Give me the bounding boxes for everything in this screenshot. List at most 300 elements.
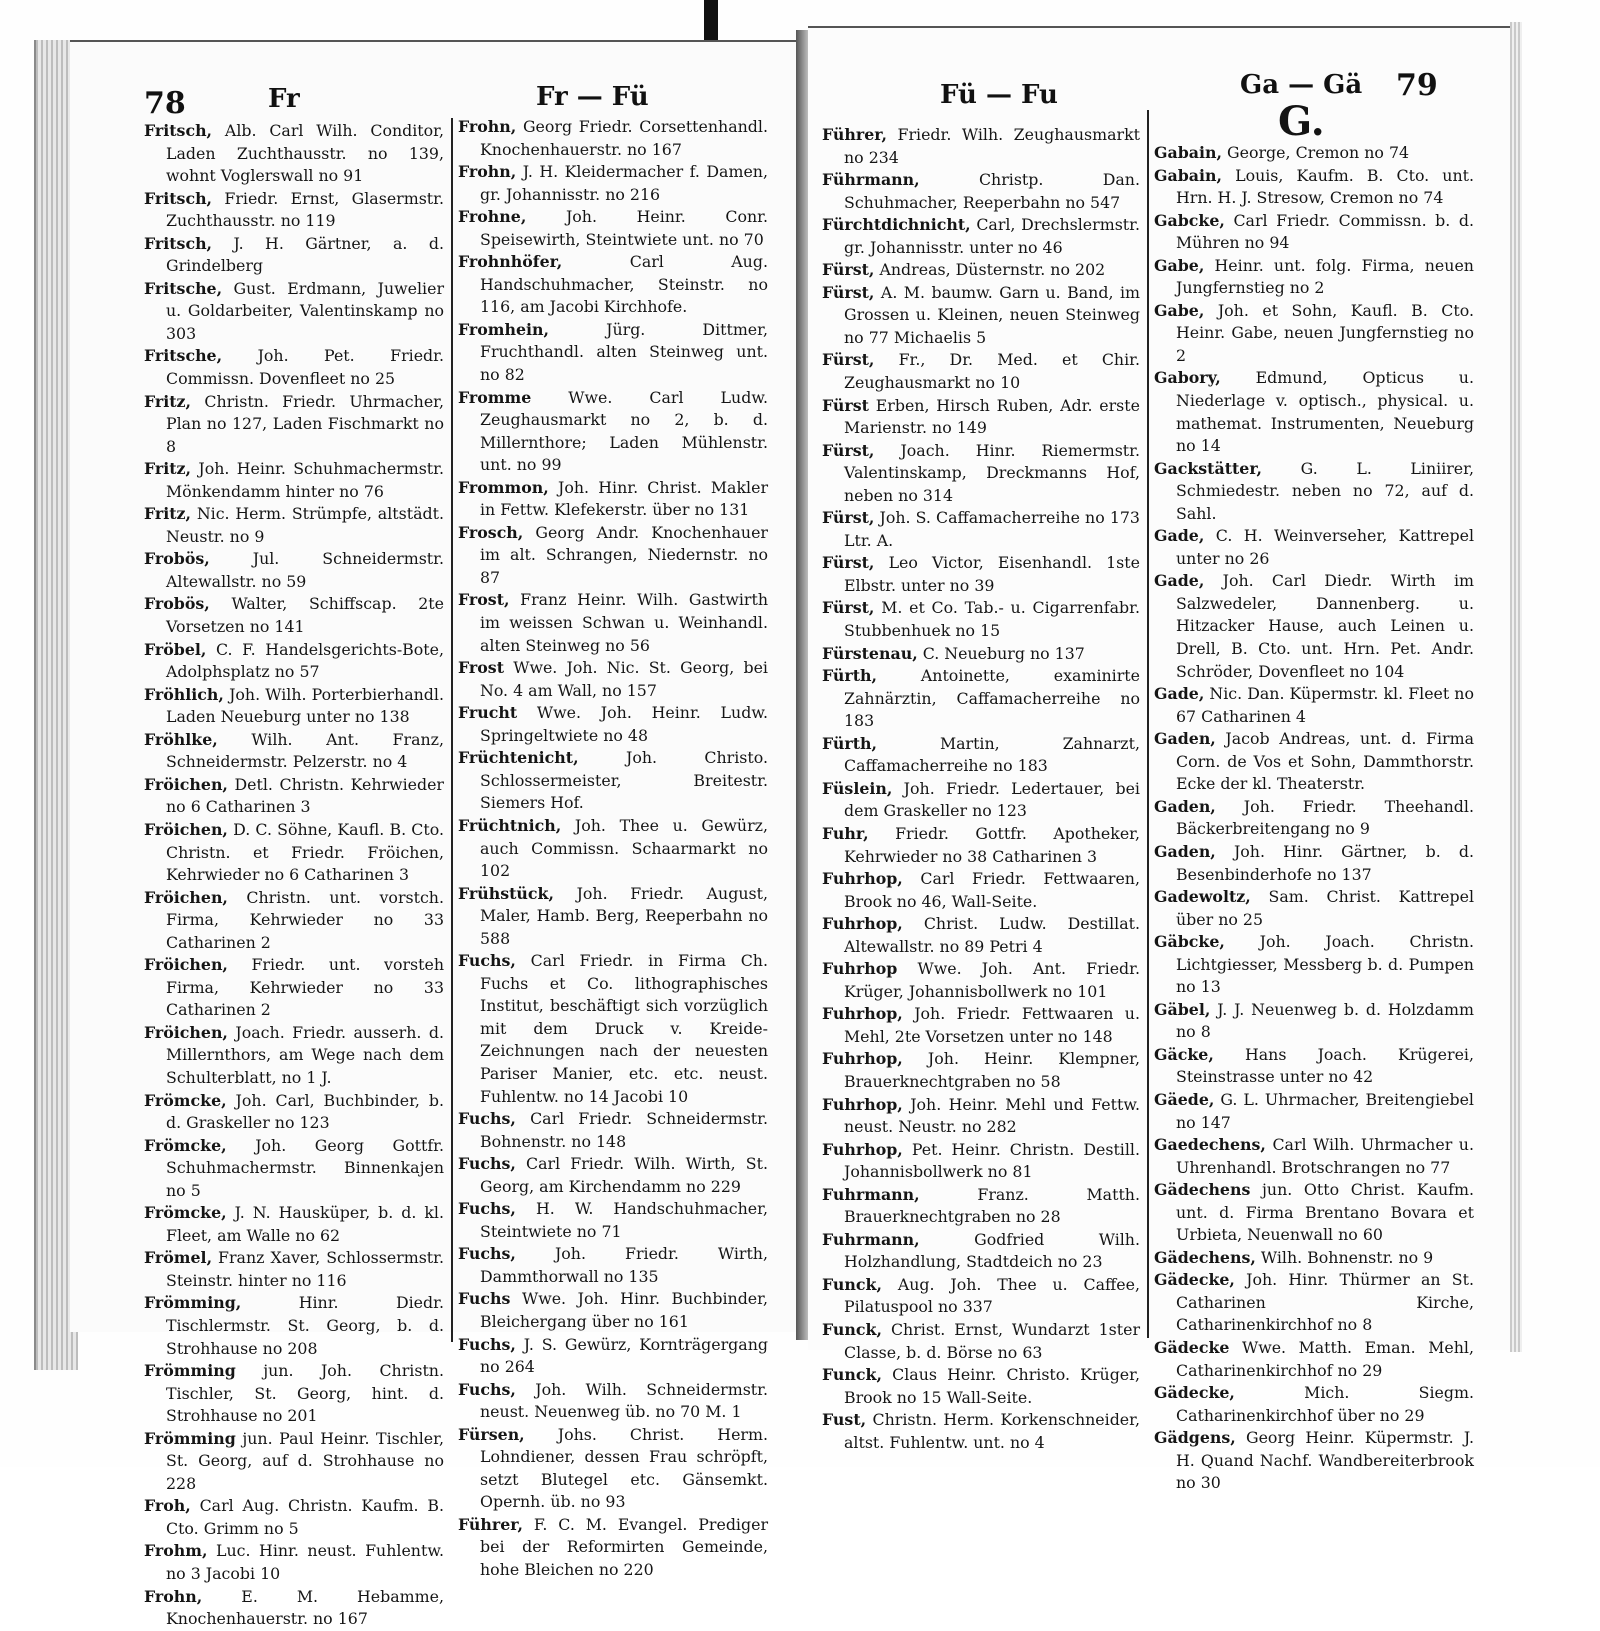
entry-details: Mich. Siegm. Catharinenkirchhof über no 29	[1176, 1383, 1474, 1425]
entry-name: Fröbel,	[144, 639, 207, 659]
entry-name: Frömming,	[144, 1293, 242, 1313]
entry-details: E. M. Hebamme, Knochenhauerstr. no 167	[166, 1586, 444, 1629]
directory-entry	[1154, 165, 1474, 210]
directory-entry	[1154, 1089, 1474, 1134]
entry-name: Gabain,	[1154, 143, 1222, 162]
directory-entry	[144, 1090, 444, 1135]
entry-name: Fuhrmann,	[822, 1229, 920, 1249]
entry-name: Fürst,	[822, 508, 875, 528]
directory-entry	[822, 349, 1140, 394]
entry-name: Fürst,	[822, 350, 875, 370]
entry-details: J. H. Kleidermacher f. Damen, gr. Johannisstr. no 216	[480, 162, 768, 204]
entry-name: Fröichen,	[144, 819, 228, 839]
entry-details: Carl Friedr. Schneidermstr. Bohnenstr. no 148	[480, 1109, 768, 1151]
entry-name: Fritz,	[144, 504, 192, 524]
entry-name: Fröichen,	[144, 1022, 228, 1042]
entry-name: Fritsche,	[144, 346, 223, 366]
entry-details: Georg Andr. Knochenhauer im alt. Schrangen, Niedernstr. no 87	[480, 522, 768, 587]
entry-details: Friedr. Wilh. Zeughausmarkt no 234	[844, 125, 1141, 167]
directory-entry	[458, 702, 768, 747]
entry-name: Fürchtdichnicht,	[822, 215, 971, 235]
directory-entry	[458, 206, 768, 251]
entry-details: Christp. Dan. Schuhmacher, Reeperbahn no 547	[844, 170, 1140, 212]
entry-details: Detl. Christn. Kehrwieder no 6 Catharinen 3	[166, 774, 444, 817]
entry-name: Früchtenicht,	[458, 748, 579, 768]
entry-details: Hans Joach. Krügerei, Steinstrasse unter no 42	[1176, 1044, 1474, 1087]
entry-details: Joh. et Sohn, Kaufl. B. Cto. Heinr. Gabe, neuen Jungfernstieg no 2	[1176, 300, 1474, 365]
entry-name: Funck,	[822, 1365, 882, 1385]
directory-entry	[144, 1292, 444, 1360]
directory-entry	[144, 278, 444, 346]
entry-name: Gaden,	[1154, 841, 1216, 861]
directory-entry	[822, 1274, 1140, 1319]
directory-entry	[1154, 1337, 1474, 1382]
column-rule	[1147, 110, 1149, 1338]
directory-entry	[822, 552, 1140, 597]
entry-details: Joh. Carl, Buchbinder, b. d. Graskeller no 123	[166, 1090, 444, 1133]
directory-entry	[1154, 525, 1474, 570]
entry-details: Joh. Wilh. Schneidermstr. neust. Neuenweg üb. no 70 M. 1	[480, 1379, 768, 1422]
entry-details: Heinr. unt. folg. Firma, neuen Jungfernstieg no 2	[1176, 255, 1474, 298]
entry-details: Joach. Friedr. ausserh. d. Millernthors, am Wege nach dem Schulterblatt, no 1 J.	[166, 1022, 444, 1087]
entry-name: Fust,	[822, 1410, 867, 1430]
entry-details: Christ. Ernst, Wundarzt 1ster Classe, b. d. Börse no 63	[844, 1319, 1140, 1362]
entry-details: Antoinette, examinirte Zahnärztin, Caffamacherreihe no 183	[844, 666, 1140, 731]
entry-details: Luc. Hinr. neust. Fuhlentw. no 3 Jacobi 10	[166, 1541, 444, 1583]
directory-entry	[822, 733, 1140, 778]
entry-details: Friedr. unt. vorsteh Firma, Kehrwieder no 33 Catharinen 2	[166, 955, 444, 1020]
entry-details: Christn. Friedr. Uhrmacher, Plan no 127, Laden Fischmarkt no 8	[166, 391, 445, 456]
column-rule	[451, 118, 453, 1342]
entry-name: Gadewoltz,	[1154, 887, 1251, 907]
entry-details: Franz Heinr. Wilh. Gastwirth im weissen Schwan u. Weinhandl. alten Steinweg no 56	[480, 590, 768, 655]
entry-name: Frobös,	[144, 594, 210, 614]
entry-name: Gaden,	[1154, 729, 1216, 749]
entry-name: Fuchs	[458, 1289, 511, 1309]
directory-entry	[144, 774, 444, 819]
entry-details: Joh. Heinr. Schuhmachermstr. Mönkendamm hinter no 76	[166, 459, 444, 501]
entry-details: Wilh. Ant. Franz, Schneidermstr. Pelzerstr. no 4	[166, 729, 445, 772]
entry-details: J. S. Gewürz, Kornträgergang no 264	[480, 1334, 768, 1377]
entry-details: Joh. Hinr. Christ. Makler in Fettw. Klefekerstr. über no 131	[480, 477, 768, 520]
entry-name: Frömcke,	[144, 1203, 227, 1223]
directory-entry	[458, 883, 768, 951]
entry-name: Fürst	[822, 395, 869, 415]
entry-details: Joh. Friedr. August, Maler, Hamb. Berg, Reeperbahn no 588	[480, 883, 768, 948]
entry-details: Carl Aug. Christn. Kaufm. B. Cto. Grimm no 5	[166, 1496, 445, 1538]
entry-details: Wilh. Bohnenstr. no 9	[1260, 1247, 1434, 1267]
entry-name: Fromhein,	[458, 319, 550, 339]
entry-details: George, Cremon no 74	[1227, 143, 1410, 162]
entry-name: Fritz,	[144, 391, 192, 411]
directory-entry	[1154, 142, 1474, 165]
entry-name: Frucht	[458, 703, 518, 723]
entry-name: Frost,	[458, 590, 510, 610]
entry-name: Gabain,	[1154, 165, 1222, 185]
entry-details: Joh. Hinr. Gärtner, b. d. Besenbinderhofe no 137	[1176, 841, 1474, 884]
directory-entry	[822, 643, 1140, 666]
entry-name: Führer,	[458, 1514, 523, 1534]
entry-name: Funck,	[822, 1319, 882, 1339]
entry-name: Gädgens,	[1154, 1428, 1236, 1448]
entry-name: Fuhrhop,	[822, 1094, 903, 1114]
entry-name: Fröichen,	[144, 887, 228, 907]
entry-details: Gust. Erdmann, Juwelier u. Goldarbeiter, Valentinskamp no 303	[166, 278, 445, 343]
entry-name: Frömel,	[144, 1248, 213, 1268]
entry-details: Georg Heinr. Küpermstr. J. H. Quand Nachf. Wandbereiterbrook no 30	[1176, 1428, 1474, 1493]
entry-name: Fürstenau,	[822, 643, 918, 663]
entry-name: Frömming	[144, 1361, 236, 1381]
entry-details: Carl Aug. Handschuhmacher, Steinstr. no 116, am Jacobi Kirchhofe.	[480, 252, 768, 317]
entry-details: Wwe. Joh. Heinr. Ludw. Springeltwiete no 48	[480, 703, 768, 745]
entry-details: Wwe. Joh. Hinr. Buchbinder, Bleichergang über no 161	[480, 1289, 768, 1331]
entry-details: J. J. Neuenweg b. d. Holzdamm no 8	[1176, 999, 1474, 1042]
entry-details: C. H. Weinverseher, Kattrepel unter no 26	[1176, 526, 1474, 568]
entry-name: Fuchs,	[458, 1199, 516, 1219]
entry-name: Fröhlke,	[144, 729, 218, 749]
directory-entry	[458, 1514, 768, 1582]
entry-details: Joh. Georg Gottfr. Schuhmachermstr. Binnenkajen no 5	[166, 1135, 444, 1200]
entry-details: Sam. Christ. Kattrepel über no 25	[1176, 887, 1475, 929]
directory-entry	[144, 1247, 444, 1292]
entry-details: Hinr. Diedr. Tischlermstr. St. Georg, b. d. Strohhause no 208	[166, 1293, 444, 1358]
directory-entry	[458, 251, 768, 319]
directory-entry	[144, 1428, 444, 1496]
directory-entry	[822, 282, 1140, 350]
directory-entry	[458, 522, 768, 590]
directory-entry	[822, 259, 1140, 282]
entry-name: Frost	[458, 658, 504, 678]
entry-details: Jürg. Dittmer, Fruchthandl. alten Steinweg unt. no 82	[480, 319, 768, 385]
page-number-right: 79	[1396, 68, 1438, 103]
entry-name: Gabory,	[1154, 368, 1221, 388]
directory-entry	[144, 345, 444, 390]
entry-details: Johs. Christ. Herm. Lohndiener, dessen Frau schröpft, setzt Blutegel etc. Gänsemkt. Opernh. üb. no 93	[480, 1424, 768, 1512]
entry-details: Joh. Friedr. Wirth, Dammthorwall no 135	[480, 1244, 768, 1286]
entry-name: Fromme	[458, 387, 532, 407]
entry-name: Fuhrhop,	[822, 1004, 903, 1024]
directory-entry	[144, 954, 444, 1022]
entry-name: Gädecke	[1154, 1337, 1230, 1357]
entry-details: jun. Otto Christ. Kaufm. unt. d. Firma Brentano Bovara et Urbieta, Neuenwall no 60	[1176, 1180, 1474, 1245]
directory-entry	[144, 593, 444, 638]
entry-details: Aug. Joh. Thee u. Caffee, Pilatuspool no 337	[844, 1274, 1140, 1317]
directory-entry	[144, 1135, 444, 1203]
entry-name: Frosch,	[458, 522, 524, 542]
directory-entry	[822, 507, 1140, 552]
entry-name: Fritsch,	[144, 233, 213, 253]
directory-entry	[144, 548, 444, 593]
directory-entry	[458, 1243, 768, 1288]
directory-entry	[822, 1319, 1140, 1364]
directory-entry	[458, 1424, 768, 1514]
entry-details: jun. Paul Heinr. Tischler, St. Georg, auf d. Strohhause no 228	[166, 1428, 444, 1493]
entry-details: Jacob Andreas, unt. d. Firma Corn. de Vos et Sohn, Dammthorstr. Ecke der kl. Theaterstr.	[1176, 729, 1474, 794]
entry-details: M. et Co. Tab.- u. Cigarrenfabr. Stubbenhuek no 15	[844, 598, 1140, 641]
column-right-2	[1154, 142, 1474, 1495]
entry-details: Pet. Heinr. Christn. Destill. Johannisbollwerk no 81	[844, 1139, 1140, 1182]
entry-details: Carl Friedr. Wilh. Wirth, St. Georg, am Kirchendamm no 229	[480, 1154, 768, 1196]
running-head-left-right: Fr — Fü	[536, 82, 649, 112]
entry-name: Frohn,	[144, 1586, 203, 1606]
entry-details: jun. Joh. Christn. Tischler, St. Georg, hint. d. Strohhause no 201	[166, 1361, 444, 1426]
entry-details: Wwe. Joh. Ant. Friedr. Krüger, Johannisbollwerk no 101	[844, 959, 1141, 1001]
entry-details: Wwe. Joh. Nic. St. Georg, bei No. 4 am Wall, no 157	[480, 658, 768, 700]
directory-entry	[822, 958, 1140, 1003]
directory-entry	[144, 391, 444, 459]
entry-name: Gade,	[1154, 526, 1205, 546]
entry-details: Joh. Thee u. Gewürz, auch Commissn. Schaarmarkt no 102	[480, 815, 768, 881]
directory-entry	[458, 589, 768, 657]
entry-name: Fuchs,	[458, 1154, 516, 1174]
entry-name: Gädechens	[1154, 1180, 1251, 1200]
entry-details: Carl, Drechslermstr. gr. Johannisstr. unter no 46	[844, 215, 1140, 257]
section-letter: G.	[1278, 98, 1325, 145]
directory-entry	[144, 120, 444, 188]
entry-details: G. L. Uhrmacher, Breitengiebel no 147	[1176, 1089, 1474, 1132]
entry-details: G. L. Liniirer, Schmiedestr. neben no 72, auf d. Sahl.	[1176, 458, 1474, 523]
entry-details: Walter, Schiffscap. 2te Vorsetzen no 141	[166, 594, 445, 637]
entry-details: Louis, Kaufm. B. Cto. unt. Hrn. H. J. Stresow, Cremon no 74	[1176, 165, 1474, 208]
entry-name: Füslein,	[822, 778, 893, 798]
directory-entry	[458, 950, 768, 1108]
directory-entry	[144, 503, 444, 548]
directory-entry	[1154, 1044, 1474, 1089]
entry-name: Gabe,	[1154, 300, 1205, 320]
page-number-left: 78	[144, 86, 186, 121]
directory-entry	[144, 233, 444, 278]
entry-name: Frühstück,	[458, 883, 554, 903]
directory-entry	[1154, 841, 1474, 886]
directory-entry	[822, 1364, 1140, 1409]
entry-name: Frohne,	[458, 207, 527, 227]
entry-details: Edmund, Opticus u. Niederlage v. optisch., physical. u. mathemat. Instrumenten, Neueburg no 14	[1176, 368, 1474, 456]
directory-entry	[1154, 728, 1474, 796]
entry-details: C. F. Handelsgerichts-Bote, Adolphsplatz no 57	[166, 639, 444, 682]
entry-name: Fritz,	[144, 459, 192, 479]
entry-name: Fröhlich,	[144, 684, 224, 704]
entry-details: Joh. Heinr. Conr. Speisewirth, Steintwiete unt. no 70	[480, 207, 768, 249]
entry-details: Carl Friedr. in Firma Ch. Fuchs et Co. lithographisches Institut, beschäftigt sich vorzüglich mit dem Druck v. Kreide-Zeichnungen nach der neuesten Pariser Manier, etc. etc. neust. Fuhlentw. no 14 Jacobi 10	[480, 951, 768, 1106]
entry-name: Fritsch,	[144, 188, 213, 208]
entry-details: J. N. Hausküper, b. d. kl. Fleet, am Walle no 62	[166, 1203, 444, 1245]
entry-details: Joh. Carl Diedr. Wirth im Salzwedeler, Dannenberg. u. Hitzacker Hause, auch Leinen u. Drell, B. Cto. unt. Hrn. Pet. Andr. Schröder, Dovenfleet no 104	[1176, 571, 1474, 681]
directory-entry	[822, 1229, 1140, 1274]
directory-entry	[144, 1495, 444, 1540]
entry-details: Joh. Wilh. Porterbierhandl. Laden Neueburg unter no 138	[166, 684, 444, 727]
entry-name: Fürst,	[822, 282, 875, 302]
entry-details: Joach. Hinr. Riemermstr. Valentinskamp, Dreckmanns Hof, neben no 314	[844, 440, 1140, 505]
directory-entry	[144, 1586, 444, 1631]
entry-name: Fuchs,	[458, 1379, 516, 1399]
entry-name: Frohm,	[144, 1541, 208, 1561]
directory-entry	[458, 477, 768, 522]
entry-details: Christ. Ludw. Destillat. Altewallstr. no 89 Petri 4	[844, 914, 1140, 956]
entry-details: Friedr. Ernst, Glasermstr. Zuchthausstr. no 119	[166, 188, 444, 231]
entry-name: Frobös,	[144, 549, 210, 569]
entry-name: Fuchs,	[458, 1334, 516, 1354]
directory-entry	[144, 684, 444, 729]
entry-name: Gäede,	[1154, 1089, 1215, 1109]
entry-name: Früchtnich,	[458, 815, 562, 835]
entry-name: Frömcke,	[144, 1090, 227, 1110]
directory-entry	[1154, 1179, 1474, 1247]
entry-name: Frömcke,	[144, 1135, 227, 1155]
directory-entry	[1154, 999, 1474, 1044]
entry-details: Erben, Hirsch Ruben, Adr. erste Marienstr. no 149	[844, 395, 1140, 438]
entry-name: Gade,	[1154, 684, 1205, 704]
entry-name: Gaden,	[1154, 796, 1216, 816]
entry-details: Jul. Schneidermstr. Altewallstr. no 59	[166, 549, 444, 591]
directory-entry	[822, 169, 1140, 214]
entry-details: Alb. Carl Wilh. Conditor, Laden Zuchthausstr. no 139, wohnt Voglerswall no 91	[166, 121, 444, 186]
directory-entry	[1154, 886, 1474, 931]
entry-details: Joh. Friedr. Theehandl. Bäckerbreitengang no 9	[1176, 796, 1474, 839]
entry-name: Führmann,	[822, 170, 920, 190]
directory-entry	[1154, 1134, 1474, 1179]
directory-entry	[144, 887, 444, 955]
entry-details: Christn. Herm. Korkenschneider, altst. Fuhlentw. unt. no 4	[844, 1410, 1140, 1452]
entry-name: Frohn,	[458, 162, 517, 182]
directory-entry	[458, 1198, 768, 1243]
entry-name: Gade,	[1154, 571, 1205, 591]
entry-name: Gabe,	[1154, 255, 1205, 275]
entry-name: Fuhr,	[822, 823, 869, 843]
entry-details: Fr., Dr. Med. et Chir. Zeughausmarkt no 10	[844, 350, 1140, 393]
entry-name: Fritsche,	[144, 278, 223, 298]
entry-details: Nic. Herm. Strümpfe, altstädt. Neustr. no 9	[166, 504, 444, 546]
entry-details: Carl Wilh. Uhrmacher u. Uhrenhandl. Brotschrangen no 77	[1176, 1135, 1474, 1177]
directory-entry	[1154, 570, 1474, 683]
directory-entry	[1154, 796, 1474, 841]
entry-details: D. C. Söhne, Kaufl. B. Cto. Christn. et Friedr. Fröichen, Kehrwieder no 6 Catharinen 3	[166, 819, 444, 885]
entry-name: Frohn,	[458, 117, 517, 136]
directory-entry	[1154, 210, 1474, 255]
entry-details: J. H. Gärtner, a. d. Grindelberg	[166, 233, 444, 276]
entry-details: A. M. baumw. Garn u. Band, im Grossen u. Kleinen, neuen Steinweg no 77 Michaelis 5	[844, 282, 1140, 347]
directory-entry	[1154, 1269, 1474, 1337]
right-page	[808, 26, 1513, 1493]
entry-name: Fürth,	[822, 733, 878, 753]
directory-entry	[458, 747, 768, 815]
directory-entry	[144, 729, 444, 774]
entry-details: F. C. M. Evangel. Prediger bei der Reformirten Gemeinde, hohe Bleichen no 220	[480, 1514, 768, 1579]
directory-entry	[458, 116, 768, 161]
entry-details: Joh. Hinr. Thürmer an St. Catharinen Kirche, Catharinenkirchhof no 8	[1176, 1270, 1474, 1335]
entry-details: Carl Friedr. Commissn. b. d. Mühren no 94	[1176, 210, 1474, 253]
entry-name: Fuhrhop,	[822, 1049, 903, 1069]
entry-name: Fürst,	[822, 440, 875, 460]
entry-details: Andreas, Düsternstr. no 202	[879, 260, 1106, 280]
entry-details: H. W. Handschuhmacher, Steintwiete no 71	[480, 1199, 768, 1241]
entry-details: Joh. Friedr. Ledertauer, bei dem Graskeller no 123	[844, 778, 1140, 821]
running-head-left: Fr	[268, 84, 300, 114]
directory-entry	[458, 161, 768, 206]
entry-name: Frommon,	[458, 477, 549, 497]
entry-details: Joh. Christo. Schlossermeister, Breitestr. Siemers Hof.	[480, 748, 768, 813]
column-left-1	[144, 120, 444, 1631]
entry-name: Gädecke,	[1154, 1383, 1235, 1403]
directory-entry	[1154, 1382, 1474, 1427]
entry-name: Funck,	[822, 1274, 882, 1294]
entry-details: Friedr. Gottfr. Apotheker, Kehrwieder no 38 Catharinen 3	[844, 823, 1140, 866]
directory-entry	[822, 1409, 1140, 1454]
directory-entry	[822, 597, 1140, 642]
directory-entry	[822, 1184, 1140, 1229]
entry-details: Wwe. Carl Ludw. Zeughausmarkt no 2, b. d. Millernthore; Laden Mühlenstr. unt. no 99	[480, 387, 768, 475]
entry-details: Leo Victor, Eisenhandl. 1ste Elbstr. unter no 39	[844, 553, 1140, 595]
directory-entry	[822, 1094, 1140, 1139]
directory-entry	[822, 868, 1140, 913]
directory-entry	[1154, 931, 1474, 999]
directory-entry	[144, 639, 444, 684]
entry-name: Gaedechens,	[1154, 1135, 1266, 1155]
entry-name: Fürsen,	[458, 1424, 525, 1444]
entry-details: Joh. Heinr. Klempner, Brauerknechtgraben no 58	[844, 1049, 1140, 1091]
entry-name: Führer,	[822, 125, 887, 144]
directory-entry	[144, 1360, 444, 1428]
entry-name: Fuhrmann,	[822, 1184, 920, 1204]
directory-entry	[1154, 255, 1474, 300]
directory-entry	[822, 214, 1140, 259]
entry-details: Joh. Heinr. Mehl und Fettw. neust. Neustr. no 282	[844, 1094, 1140, 1137]
entry-details: Joh. Friedr. Fettwaaren u. Mehl, 2te Vorsetzen unter no 148	[844, 1004, 1141, 1046]
directory-entry	[822, 665, 1140, 733]
directory-entry	[1154, 300, 1474, 368]
entry-details: Godfried Wilh. Holzhandlung, Stadtdeich no 23	[844, 1229, 1140, 1272]
running-head-right-left: Fü — Fu	[940, 80, 1058, 110]
right-page-edges	[1510, 22, 1522, 1352]
entry-name: Gäbel,	[1154, 999, 1211, 1019]
entry-name: Gädechens,	[1154, 1247, 1256, 1267]
entry-name: Fuhrhop,	[822, 914, 903, 934]
directory-entry	[1154, 367, 1474, 457]
directory-entry	[458, 1288, 768, 1333]
entry-name: Frohnhöfer,	[458, 252, 563, 272]
directory-entry	[458, 1108, 768, 1153]
directory-entry	[822, 124, 1140, 169]
entry-details: Joh. S. Caffamacherreihe no 173 Ltr. A.	[844, 508, 1140, 550]
entry-name: Fuchs,	[458, 1109, 516, 1129]
directory-entry	[822, 913, 1140, 958]
directory-entry	[822, 778, 1140, 823]
entry-name: Fürst,	[822, 260, 875, 280]
directory-entry	[144, 819, 444, 887]
entry-name: Fuchs,	[458, 951, 516, 971]
directory-entry	[1154, 1427, 1474, 1495]
entry-name: Gackstätter,	[1154, 458, 1263, 478]
left-page	[70, 40, 801, 1629]
entry-details: Martin, Zahnarzt, Caffamacherreihe no 183	[844, 733, 1140, 776]
entry-details: Carl Friedr. Fettwaaren, Brook no 46, Wall-Seite.	[844, 869, 1140, 911]
entry-details: Christn. unt. vorstch. Firma, Kehrwieder no 33 Catharinen 2	[166, 887, 444, 952]
entry-details: Wwe. Matth. Eman. Mehl, Catharinenkirchhof no 29	[1176, 1337, 1474, 1380]
column-right-1	[822, 124, 1140, 1454]
entry-name: Gäcke,	[1154, 1044, 1214, 1064]
directory-entry	[1154, 458, 1474, 526]
directory-entry	[458, 1334, 768, 1379]
entry-details: Joh. Joach. Christn. Lichtgiesser, Messberg b. d. Pumpen no 13	[1176, 932, 1474, 997]
entry-name: Gabcke,	[1154, 210, 1225, 230]
entry-details: Nic. Dan. Küpermstr. kl. Fleet no 67 Catharinen 4	[1176, 684, 1474, 726]
entry-name: Fröichen,	[144, 774, 228, 794]
entry-details: Georg Friedr. Corsettenhandl. Knochenhauerstr. no 167	[480, 117, 768, 159]
directory-entry	[822, 395, 1140, 440]
entry-name: Fuhrhop,	[822, 869, 903, 889]
directory-entry	[822, 1003, 1140, 1048]
directory-entry	[144, 1022, 444, 1090]
entry-name: Fuhrhop	[822, 959, 898, 979]
